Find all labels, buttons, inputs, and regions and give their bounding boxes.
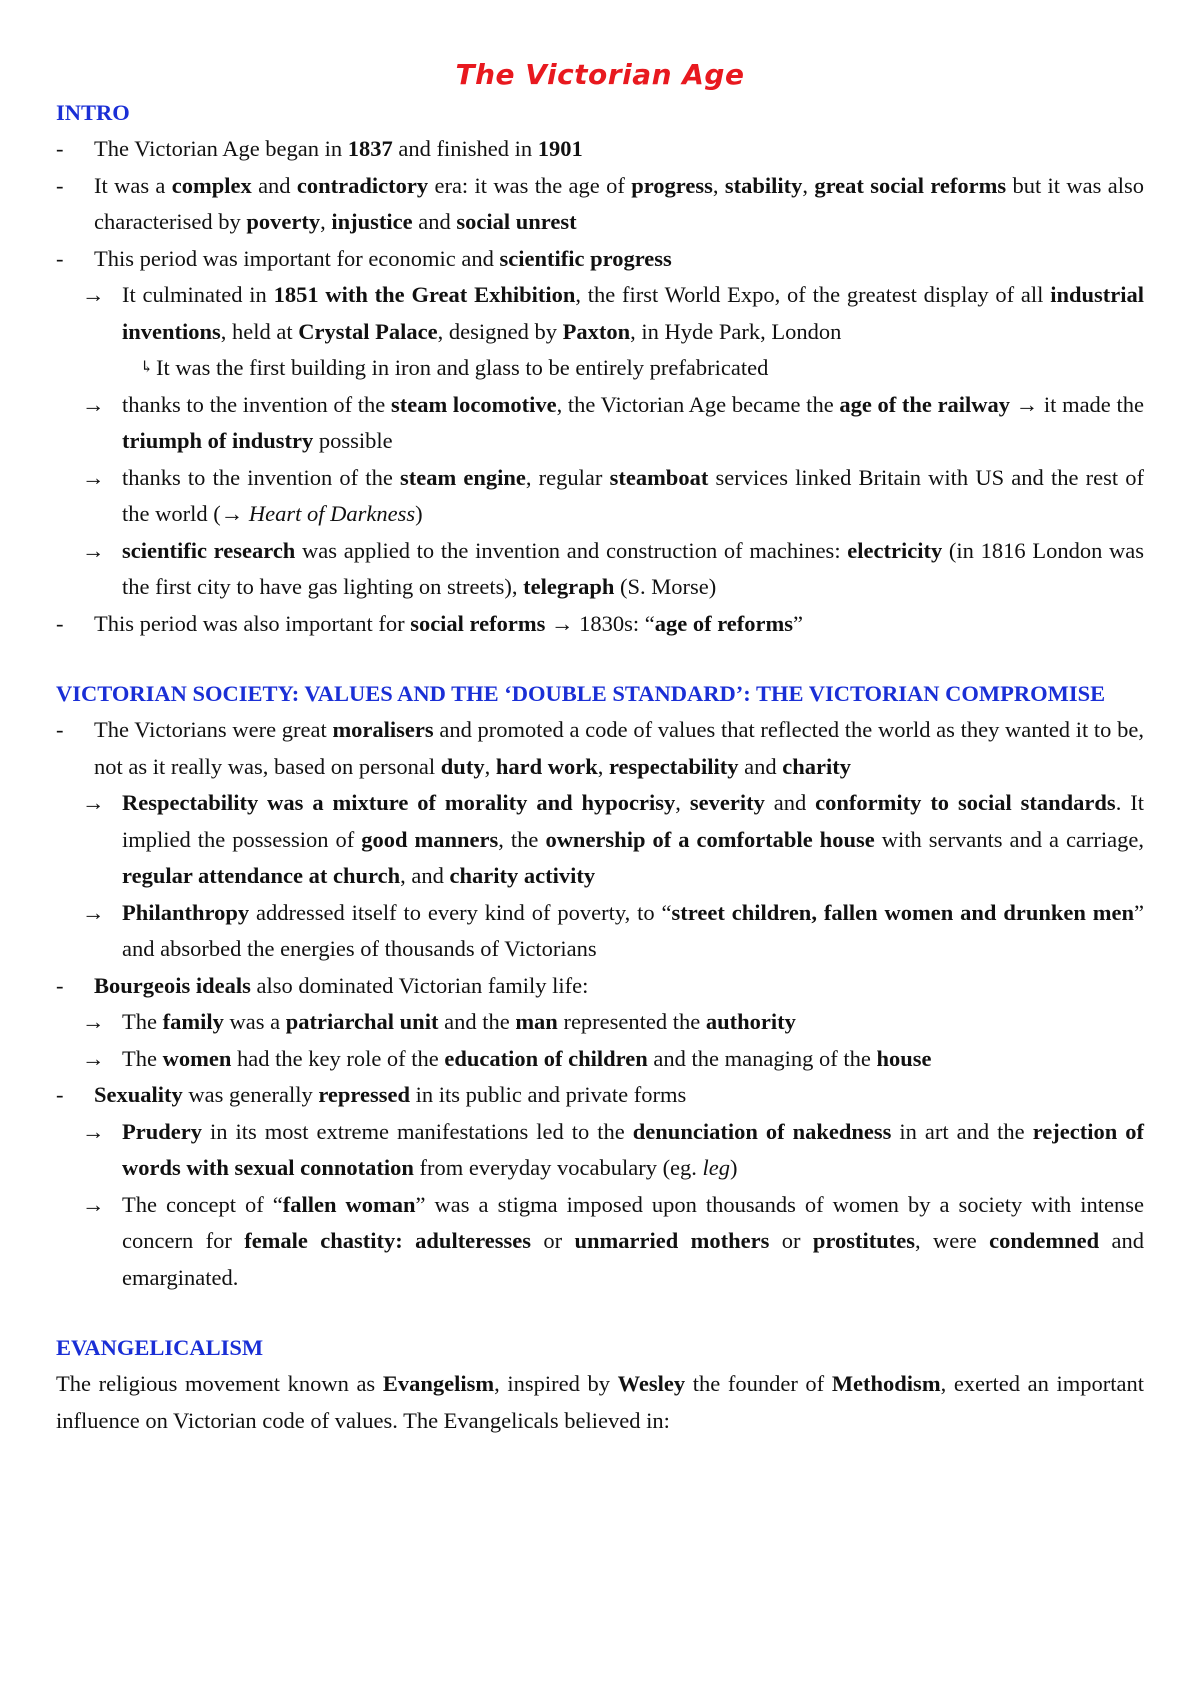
dash-bullet-icon: - xyxy=(56,610,64,636)
text-run: thanks to the invention of the xyxy=(122,391,391,417)
bold-text: women xyxy=(162,1045,232,1071)
text-run: , in Hyde Park, London xyxy=(630,318,842,344)
arrow-bullet-icon: → xyxy=(82,282,105,307)
bold-text: charity activity xyxy=(449,863,596,888)
arrow-bullet-icon: → xyxy=(82,464,105,490)
bullet-item xyxy=(56,1077,1144,1114)
text-run: with servants and a carriage, xyxy=(874,826,1145,852)
arrow-subitem xyxy=(56,387,1144,460)
bold-text: authority xyxy=(705,1009,796,1034)
italic-text: Heart of Darkness xyxy=(248,501,416,526)
text-run: from everyday vocabulary (eg. xyxy=(413,1155,703,1180)
bold-text: great social reforms xyxy=(814,172,1007,198)
text-run: , and xyxy=(400,863,450,888)
bold-text: scientific research xyxy=(122,537,296,563)
text-run: It culminated in xyxy=(122,282,274,307)
text-run: and emarginated. xyxy=(122,1228,1144,1290)
italic-text: leg xyxy=(702,1155,731,1180)
text-run: thanks to the invention of the xyxy=(122,464,400,490)
bold-text: unmarried mothers xyxy=(574,1228,770,1253)
text-run: and xyxy=(764,790,816,815)
text-run: . It implied the possession of xyxy=(122,790,1144,852)
text-run: The xyxy=(122,1009,163,1034)
bold-text: respectability xyxy=(608,753,739,779)
bold-text: telegraph xyxy=(523,574,615,599)
text-run: had the key role of the xyxy=(231,1045,445,1071)
bold-text: duty xyxy=(440,753,485,779)
text-run: ” xyxy=(793,610,804,636)
arrow-bullet-icon: → xyxy=(82,899,105,925)
bold-text: industrial inventions xyxy=(122,282,1144,344)
text-run: The xyxy=(122,1045,163,1071)
bold-text: Philanthropy xyxy=(122,899,250,925)
bold-text: fallen woman xyxy=(282,1191,416,1217)
bold-text: ownership of a comfortable house xyxy=(545,826,875,852)
text-run: and the managing of the xyxy=(647,1045,877,1071)
text-run: represented the xyxy=(557,1009,706,1034)
text-run: , held at xyxy=(220,318,299,344)
text-run: , were xyxy=(914,1228,990,1253)
text-run: , the xyxy=(498,826,546,852)
bold-text: Wesley xyxy=(617,1371,686,1396)
arrow-subitem xyxy=(56,895,1144,968)
text-run: , the first World Expo, of the greatest display of all xyxy=(575,282,1051,307)
document-body xyxy=(56,95,1144,1439)
bold-text: man xyxy=(515,1009,558,1034)
arrow-bullet-icon: → xyxy=(82,1045,105,1071)
arrow-bullet-icon: → xyxy=(82,790,105,815)
text-run: and xyxy=(412,209,457,234)
text-run: and promoted a code of values that reflected the world as they wanted it to be, not as it really was, based on personal xyxy=(94,717,1144,779)
bold-text: Methodism xyxy=(831,1371,941,1396)
text-run: , xyxy=(712,172,725,198)
bold-text: education of children xyxy=(444,1045,648,1071)
text-run: , the Victorian Age became the xyxy=(556,391,840,417)
bold-text: moralisers xyxy=(332,717,434,742)
text-run: It was the first building in iron and glass to be entirely prefabricated xyxy=(156,355,769,380)
section-paragraph xyxy=(56,1366,1144,1439)
bold-text: rejection of words with sexual connotation xyxy=(122,1118,1144,1180)
arrow-subitem xyxy=(56,533,1144,606)
bold-text: Prudery xyxy=(122,1118,202,1144)
section-heading: VICTORIAN SOCIETY: VALUES AND THE ‘DOUBLE STANDARD’: THE VICTORIAN COMPROMISE xyxy=(56,681,1106,706)
bold-text: contradictory xyxy=(296,172,429,198)
section-heading: EVANGELICALISM xyxy=(56,1335,264,1360)
arrow-subitem xyxy=(56,785,1144,895)
bold-text: 1901 xyxy=(537,136,583,161)
arrow-subitem xyxy=(56,460,1144,533)
text-run: , inspired by xyxy=(494,1371,618,1396)
bold-text: poverty xyxy=(246,209,321,234)
bullet-item xyxy=(56,712,1144,785)
bold-text: steam locomotive xyxy=(390,391,557,417)
bold-text: condemned xyxy=(989,1228,1100,1253)
bold-text: progress xyxy=(631,172,713,198)
arrow-bullet-icon: → xyxy=(82,1191,105,1217)
bold-text: Respectability was a mixture of morality and hypocrisy xyxy=(122,790,676,815)
bold-text: conformity to social standards xyxy=(815,790,1116,815)
section-heading: INTRO xyxy=(56,100,130,125)
bold-text: triumph of industry xyxy=(122,428,314,453)
bold-text: prostitutes xyxy=(812,1228,915,1253)
bold-text: 1837 xyxy=(347,136,393,161)
arrow-bullet-icon: → xyxy=(82,1009,105,1034)
bullet-item xyxy=(56,241,1144,278)
text-run: in its public and private forms xyxy=(410,1082,687,1107)
bullet-item xyxy=(56,606,1144,643)
bold-text: stability xyxy=(724,172,803,198)
dash-bullet-icon: - xyxy=(56,172,64,198)
text-run: ” and absorbed the energies of thousands of Victorians xyxy=(122,899,1144,961)
bold-text: Evangelism xyxy=(382,1371,495,1396)
text-run: or xyxy=(531,1228,575,1253)
arrow-bullet-icon: → xyxy=(82,1118,105,1144)
text-run: or xyxy=(769,1228,813,1253)
dash-bullet-icon: - xyxy=(56,717,64,742)
text-run: → it made the xyxy=(1010,391,1144,417)
sub-subitem xyxy=(56,350,1144,387)
sub-arrow-icon: ↳ xyxy=(140,359,154,376)
bold-text: street children, fallen women and drunken men xyxy=(671,899,1134,925)
text-run: , xyxy=(597,753,609,779)
text-run: The religious movement known as xyxy=(56,1371,383,1396)
bold-text: regular attendance at church xyxy=(122,863,401,888)
bold-text: 1851 with the Great Exhibition xyxy=(273,282,576,307)
bold-text: age of the railway xyxy=(839,391,1011,417)
text-run: addressed itself to every kind of poverty, to “ xyxy=(249,899,672,925)
bold-text: repressed xyxy=(318,1082,411,1107)
text-run: , regular xyxy=(525,464,610,490)
bold-text: Bourgeois ideals xyxy=(94,972,251,998)
bold-text: steamboat xyxy=(609,464,709,490)
text-run: era: it was the age of xyxy=(428,172,632,198)
bold-text: electricity xyxy=(847,537,943,563)
arrow-bullet-icon: → xyxy=(82,537,105,563)
text-run: This period was also important for xyxy=(94,610,411,636)
bold-text: hard work xyxy=(495,753,598,779)
arrow-subitem xyxy=(56,1004,1144,1041)
bullet-item xyxy=(56,168,1144,241)
bold-text: scientific progress xyxy=(499,245,672,271)
bold-text: severity xyxy=(689,790,765,815)
text-run: , xyxy=(320,209,332,234)
text-run: The concept of “ xyxy=(122,1191,283,1217)
text-run: possible xyxy=(313,428,393,453)
bold-text: good manners xyxy=(361,826,499,852)
text-run: (S. Morse) xyxy=(614,574,717,599)
text-run: but it was also characterised by xyxy=(94,172,1144,234)
bullet-item xyxy=(56,131,1144,168)
bold-text: charity xyxy=(782,753,852,779)
bold-text: steam engine xyxy=(399,464,526,490)
dash-bullet-icon: - xyxy=(56,245,64,271)
bold-text: age of reforms xyxy=(654,610,794,636)
text-run: and xyxy=(738,753,783,779)
bold-text: patriarchal unit xyxy=(285,1009,439,1034)
text-run: The Victorian Age began in xyxy=(94,136,348,161)
text-run: , exerted an important influence on Victorian code of values. The Evangelicals believed in: xyxy=(56,1371,1144,1433)
bold-text: Crystal Palace xyxy=(298,318,438,344)
arrow-bullet-icon: → xyxy=(82,391,105,417)
bold-text: complex xyxy=(171,172,252,198)
dash-bullet-icon: - xyxy=(56,1082,64,1107)
bold-text: family xyxy=(162,1009,224,1034)
bold-text: Paxton xyxy=(562,318,631,344)
page-title: The Victorian Age xyxy=(455,58,745,91)
bold-text: injustice xyxy=(331,209,413,234)
bold-text: social reforms xyxy=(410,610,546,636)
text-run: ) xyxy=(730,1155,738,1180)
text-run: was applied to the invention and construction of machines: xyxy=(295,537,848,563)
bold-text: house xyxy=(876,1045,932,1071)
text-run: ) xyxy=(415,501,423,526)
text-run: was generally xyxy=(182,1082,319,1107)
text-run: also dominated Victorian family life: xyxy=(250,972,589,998)
text-run: The Victorians were great xyxy=(94,717,333,742)
text-run: , xyxy=(802,172,815,198)
dash-bullet-icon: - xyxy=(56,136,64,161)
text-run: and finished in xyxy=(392,136,538,161)
text-run: (in 1816 London was the first city to have gas lighting on streets), xyxy=(122,537,1145,599)
text-run: services linked Britain with US and the rest of the world (→ xyxy=(122,464,1144,526)
arrow-subitem xyxy=(56,1041,1144,1078)
text-run: , designed by xyxy=(437,318,563,344)
text-run: → 1830s: “ xyxy=(545,610,655,636)
bold-text: social unrest xyxy=(456,209,577,234)
text-run: It was a xyxy=(94,172,172,198)
bold-text: Sexuality xyxy=(94,1082,183,1107)
text-run: in art and the xyxy=(891,1118,1033,1144)
text-run: and xyxy=(251,172,297,198)
arrow-subitem xyxy=(56,1187,1144,1297)
bullet-item xyxy=(56,968,1144,1005)
text-run: This period was important for economic and xyxy=(94,245,500,271)
text-run: ” was a stigma imposed upon thousands of women by a society with intense concern for xyxy=(122,1191,1145,1253)
bold-text: female chastity: adulteresses xyxy=(244,1228,531,1253)
text-run: was a xyxy=(223,1009,286,1034)
dash-bullet-icon: - xyxy=(56,972,64,998)
arrow-subitem xyxy=(56,1114,1144,1187)
text-run: , xyxy=(675,790,690,815)
bold-text: denunciation of nakedness xyxy=(632,1118,892,1144)
text-run: and the xyxy=(438,1009,516,1034)
text-run: in its most extreme manifestations led to the xyxy=(201,1118,633,1144)
text-run: the founder of xyxy=(685,1371,832,1396)
text-run: , xyxy=(484,753,496,779)
arrow-subitem xyxy=(56,277,1144,350)
